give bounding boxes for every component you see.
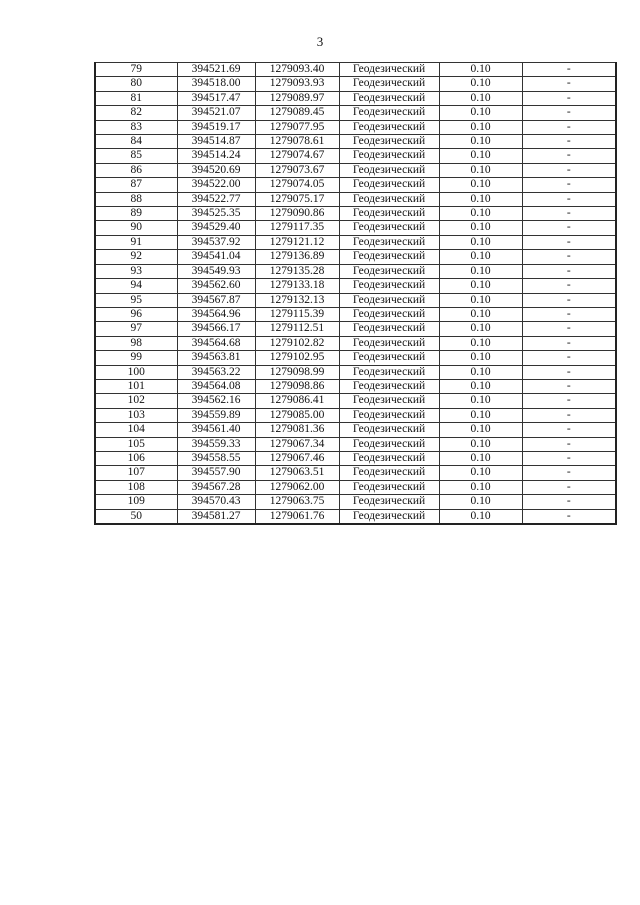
method-cell: Геодезический: [339, 408, 439, 422]
table-row: [95, 106, 616, 120]
point-number-cell: 105: [95, 437, 177, 451]
x-coordinate-cell: 394517.47: [177, 91, 255, 105]
y-coordinate-cell: 1279090.86: [255, 207, 339, 221]
accuracy-cell: 0.10: [439, 351, 522, 365]
point-number-cell: 104: [95, 423, 177, 437]
table-row: [95, 163, 616, 177]
accuracy-cell: 0.10: [439, 163, 522, 177]
note-cell: -: [522, 408, 616, 422]
table-row: [95, 235, 616, 249]
note-cell: -: [522, 106, 616, 120]
note-cell: -: [522, 163, 616, 177]
method-cell: Геодезический: [339, 77, 439, 91]
y-coordinate-cell: 1279063.75: [255, 495, 339, 509]
table-row: [95, 423, 616, 437]
x-coordinate-cell: 394514.24: [177, 149, 255, 163]
note-cell: -: [522, 365, 616, 379]
table-row: [95, 149, 616, 163]
note-cell: -: [522, 149, 616, 163]
point-number-cell: 91: [95, 235, 177, 249]
x-coordinate-cell: 394564.68: [177, 336, 255, 350]
accuracy-cell: 0.10: [439, 379, 522, 393]
x-coordinate-cell: 394564.08: [177, 379, 255, 393]
note-cell: -: [522, 351, 616, 365]
table-row: [95, 120, 616, 134]
x-coordinate-cell: 394559.33: [177, 437, 255, 451]
y-coordinate-cell: 1279098.86: [255, 379, 339, 393]
y-coordinate-cell: 1279077.95: [255, 120, 339, 134]
y-coordinate-cell: 1279121.12: [255, 235, 339, 249]
method-cell: Геодезический: [339, 293, 439, 307]
x-coordinate-cell: 394563.22: [177, 365, 255, 379]
point-number-cell: 101: [95, 379, 177, 393]
note-cell: -: [522, 336, 616, 350]
note-cell: -: [522, 178, 616, 192]
note-cell: -: [522, 250, 616, 264]
y-coordinate-cell: 1279098.99: [255, 365, 339, 379]
x-coordinate-cell: 394522.00: [177, 178, 255, 192]
accuracy-cell: 0.10: [439, 437, 522, 451]
table-row: [95, 293, 616, 307]
y-coordinate-cell: 1279081.36: [255, 423, 339, 437]
note-cell: -: [522, 307, 616, 321]
x-coordinate-cell: 394562.16: [177, 394, 255, 408]
note-cell: -: [522, 221, 616, 235]
note-cell: -: [522, 120, 616, 134]
x-coordinate-cell: 394570.43: [177, 495, 255, 509]
method-cell: Геодезический: [339, 235, 439, 249]
table-row: [95, 408, 616, 422]
point-number-cell: 87: [95, 178, 177, 192]
point-number-cell: 89: [95, 207, 177, 221]
method-cell: Геодезический: [339, 365, 439, 379]
y-coordinate-cell: 1279115.39: [255, 307, 339, 321]
table-row: [95, 279, 616, 293]
point-number-cell: 98: [95, 336, 177, 350]
method-cell: Геодезический: [339, 149, 439, 163]
table-row: [95, 91, 616, 105]
method-cell: Геодезический: [339, 135, 439, 149]
note-cell: -: [522, 207, 616, 221]
accuracy-cell: 0.10: [439, 495, 522, 509]
method-cell: Геодезический: [339, 307, 439, 321]
point-number-cell: 109: [95, 495, 177, 509]
table-row: [95, 509, 616, 524]
point-number-cell: 82: [95, 106, 177, 120]
point-number-cell: 97: [95, 322, 177, 336]
point-number-cell: 102: [95, 394, 177, 408]
accuracy-cell: 0.10: [439, 106, 522, 120]
x-coordinate-cell: 394518.00: [177, 77, 255, 91]
table-row: [95, 77, 616, 91]
point-number-cell: 99: [95, 351, 177, 365]
note-cell: -: [522, 135, 616, 149]
x-coordinate-cell: 394520.69: [177, 163, 255, 177]
note-cell: -: [522, 480, 616, 494]
x-coordinate-cell: 394558.55: [177, 451, 255, 465]
x-coordinate-cell: 394529.40: [177, 221, 255, 235]
method-cell: Геодезический: [339, 120, 439, 134]
note-cell: -: [522, 279, 616, 293]
note-cell: -: [522, 235, 616, 249]
point-number-cell: 80: [95, 77, 177, 91]
note-cell: -: [522, 91, 616, 105]
y-coordinate-cell: 1279086.41: [255, 394, 339, 408]
method-cell: Геодезический: [339, 91, 439, 105]
x-coordinate-cell: 394521.07: [177, 106, 255, 120]
y-coordinate-cell: 1279089.45: [255, 106, 339, 120]
x-coordinate-cell: 394566.17: [177, 322, 255, 336]
note-cell: -: [522, 293, 616, 307]
table-row: [95, 192, 616, 206]
accuracy-cell: 0.10: [439, 365, 522, 379]
note-cell: -: [522, 437, 616, 451]
point-number-cell: 93: [95, 264, 177, 278]
point-number-cell: 79: [95, 63, 177, 77]
table-row: [95, 322, 616, 336]
note-cell: -: [522, 495, 616, 509]
x-coordinate-cell: 394522.77: [177, 192, 255, 206]
accuracy-cell: 0.10: [439, 394, 522, 408]
note-cell: -: [522, 466, 616, 480]
page-number: 3: [316, 34, 324, 49]
method-cell: Геодезический: [339, 379, 439, 393]
point-number-cell: 85: [95, 149, 177, 163]
note-cell: -: [522, 322, 616, 336]
method-cell: Геодезический: [339, 437, 439, 451]
accuracy-cell: 0.10: [439, 192, 522, 206]
method-cell: Геодезический: [339, 336, 439, 350]
y-coordinate-cell: 1279089.97: [255, 91, 339, 105]
method-cell: Геодезический: [339, 394, 439, 408]
table-row: [95, 480, 616, 494]
note-cell: -: [522, 451, 616, 465]
y-coordinate-cell: 1279073.67: [255, 163, 339, 177]
coordinates-table-body: [95, 63, 616, 525]
method-cell: Геодезический: [339, 480, 439, 494]
method-cell: Геодезический: [339, 106, 439, 120]
method-cell: Геодезический: [339, 264, 439, 278]
y-coordinate-cell: 1279117.35: [255, 221, 339, 235]
method-cell: Геодезический: [339, 207, 439, 221]
table-row: [95, 495, 616, 509]
table-row: [95, 63, 616, 77]
x-coordinate-cell: 394514.87: [177, 135, 255, 149]
accuracy-cell: 0.10: [439, 120, 522, 134]
table-row: [95, 336, 616, 350]
point-number-cell: 81: [95, 91, 177, 105]
point-number-cell: 84: [95, 135, 177, 149]
note-cell: -: [522, 192, 616, 206]
x-coordinate-cell: 394525.35: [177, 207, 255, 221]
accuracy-cell: 0.10: [439, 77, 522, 91]
y-coordinate-cell: 1279074.67: [255, 149, 339, 163]
note-cell: -: [522, 509, 616, 524]
table-row: [95, 135, 616, 149]
accuracy-cell: 0.10: [439, 250, 522, 264]
y-coordinate-cell: 1279062.00: [255, 480, 339, 494]
table-row: [95, 451, 616, 465]
accuracy-cell: 0.10: [439, 293, 522, 307]
accuracy-cell: 0.10: [439, 307, 522, 321]
x-coordinate-cell: 394541.04: [177, 250, 255, 264]
point-number-cell: 106: [95, 451, 177, 465]
y-coordinate-cell: 1279093.40: [255, 63, 339, 77]
y-coordinate-cell: 1279133.18: [255, 279, 339, 293]
y-coordinate-cell: 1279085.00: [255, 408, 339, 422]
x-coordinate-cell: 394557.90: [177, 466, 255, 480]
y-coordinate-cell: 1279112.51: [255, 322, 339, 336]
accuracy-cell: 0.10: [439, 408, 522, 422]
x-coordinate-cell: 394537.92: [177, 235, 255, 249]
x-coordinate-cell: 394562.60: [177, 279, 255, 293]
table-row: [95, 178, 616, 192]
x-coordinate-cell: 394563.81: [177, 351, 255, 365]
y-coordinate-cell: 1279067.46: [255, 451, 339, 465]
x-coordinate-cell: 394567.28: [177, 480, 255, 494]
accuracy-cell: 0.10: [439, 178, 522, 192]
accuracy-cell: 0.10: [439, 279, 522, 293]
accuracy-cell: 0.10: [439, 264, 522, 278]
method-cell: Геодезический: [339, 178, 439, 192]
y-coordinate-cell: 1279063.51: [255, 466, 339, 480]
accuracy-cell: 0.10: [439, 235, 522, 249]
table-row: [95, 207, 616, 221]
point-number-cell: 108: [95, 480, 177, 494]
method-cell: Геодезический: [339, 279, 439, 293]
table-row: [95, 264, 616, 278]
method-cell: Геодезический: [339, 509, 439, 524]
y-coordinate-cell: 1279074.05: [255, 178, 339, 192]
method-cell: Геодезический: [339, 63, 439, 77]
table-row: [95, 379, 616, 393]
point-number-cell: 50: [95, 509, 177, 524]
accuracy-cell: 0.10: [439, 322, 522, 336]
accuracy-cell: 0.10: [439, 221, 522, 235]
note-cell: -: [522, 264, 616, 278]
accuracy-cell: 0.10: [439, 149, 522, 163]
accuracy-cell: 0.10: [439, 63, 522, 77]
point-number-cell: 90: [95, 221, 177, 235]
method-cell: Геодезический: [339, 351, 439, 365]
table-row: [95, 221, 616, 235]
table-row: [95, 394, 616, 408]
table-row: [95, 437, 616, 451]
point-number-cell: 94: [95, 279, 177, 293]
point-number-cell: 83: [95, 120, 177, 134]
note-cell: -: [522, 379, 616, 393]
accuracy-cell: 0.10: [439, 135, 522, 149]
x-coordinate-cell: 394521.69: [177, 63, 255, 77]
y-coordinate-cell: 1279093.93: [255, 77, 339, 91]
point-number-cell: 86: [95, 163, 177, 177]
table-row: [95, 351, 616, 365]
point-number-cell: 88: [95, 192, 177, 206]
note-cell: -: [522, 77, 616, 91]
y-coordinate-cell: 1279067.34: [255, 437, 339, 451]
method-cell: Геодезический: [339, 322, 439, 336]
method-cell: Геодезический: [339, 221, 439, 235]
note-cell: -: [522, 394, 616, 408]
accuracy-cell: 0.10: [439, 336, 522, 350]
point-number-cell: 107: [95, 466, 177, 480]
y-coordinate-cell: 1279135.28: [255, 264, 339, 278]
accuracy-cell: 0.10: [439, 451, 522, 465]
x-coordinate-cell: 394564.96: [177, 307, 255, 321]
method-cell: Геодезический: [339, 466, 439, 480]
table-row: [95, 307, 616, 321]
x-coordinate-cell: 394549.93: [177, 264, 255, 278]
method-cell: Геодезический: [339, 423, 439, 437]
method-cell: Геодезический: [339, 163, 439, 177]
x-coordinate-cell: 394567.87: [177, 293, 255, 307]
y-coordinate-cell: 1279078.61: [255, 135, 339, 149]
x-coordinate-cell: 394559.89: [177, 408, 255, 422]
coordinates-table: [94, 62, 617, 525]
point-number-cell: 92: [95, 250, 177, 264]
point-number-cell: 96: [95, 307, 177, 321]
y-coordinate-cell: 1279102.95: [255, 351, 339, 365]
x-coordinate-cell: 394581.27: [177, 509, 255, 524]
accuracy-cell: 0.10: [439, 423, 522, 437]
point-number-cell: 103: [95, 408, 177, 422]
x-coordinate-cell: 394519.17: [177, 120, 255, 134]
y-coordinate-cell: 1279102.82: [255, 336, 339, 350]
method-cell: Геодезический: [339, 451, 439, 465]
y-coordinate-cell: 1279132.13: [255, 293, 339, 307]
y-coordinate-cell: 1279136.89: [255, 250, 339, 264]
table-row: [95, 466, 616, 480]
method-cell: Геодезический: [339, 192, 439, 206]
table-row: [95, 365, 616, 379]
note-cell: -: [522, 63, 616, 77]
x-coordinate-cell: 394561.40: [177, 423, 255, 437]
accuracy-cell: 0.10: [439, 466, 522, 480]
point-number-cell: 100: [95, 365, 177, 379]
point-number-cell: 95: [95, 293, 177, 307]
accuracy-cell: 0.10: [439, 509, 522, 524]
note-cell: -: [522, 423, 616, 437]
y-coordinate-cell: 1279075.17: [255, 192, 339, 206]
accuracy-cell: 0.10: [439, 480, 522, 494]
accuracy-cell: 0.10: [439, 91, 522, 105]
accuracy-cell: 0.10: [439, 207, 522, 221]
method-cell: Геодезический: [339, 250, 439, 264]
table-row: [95, 250, 616, 264]
method-cell: Геодезический: [339, 495, 439, 509]
y-coordinate-cell: 1279061.76: [255, 509, 339, 524]
